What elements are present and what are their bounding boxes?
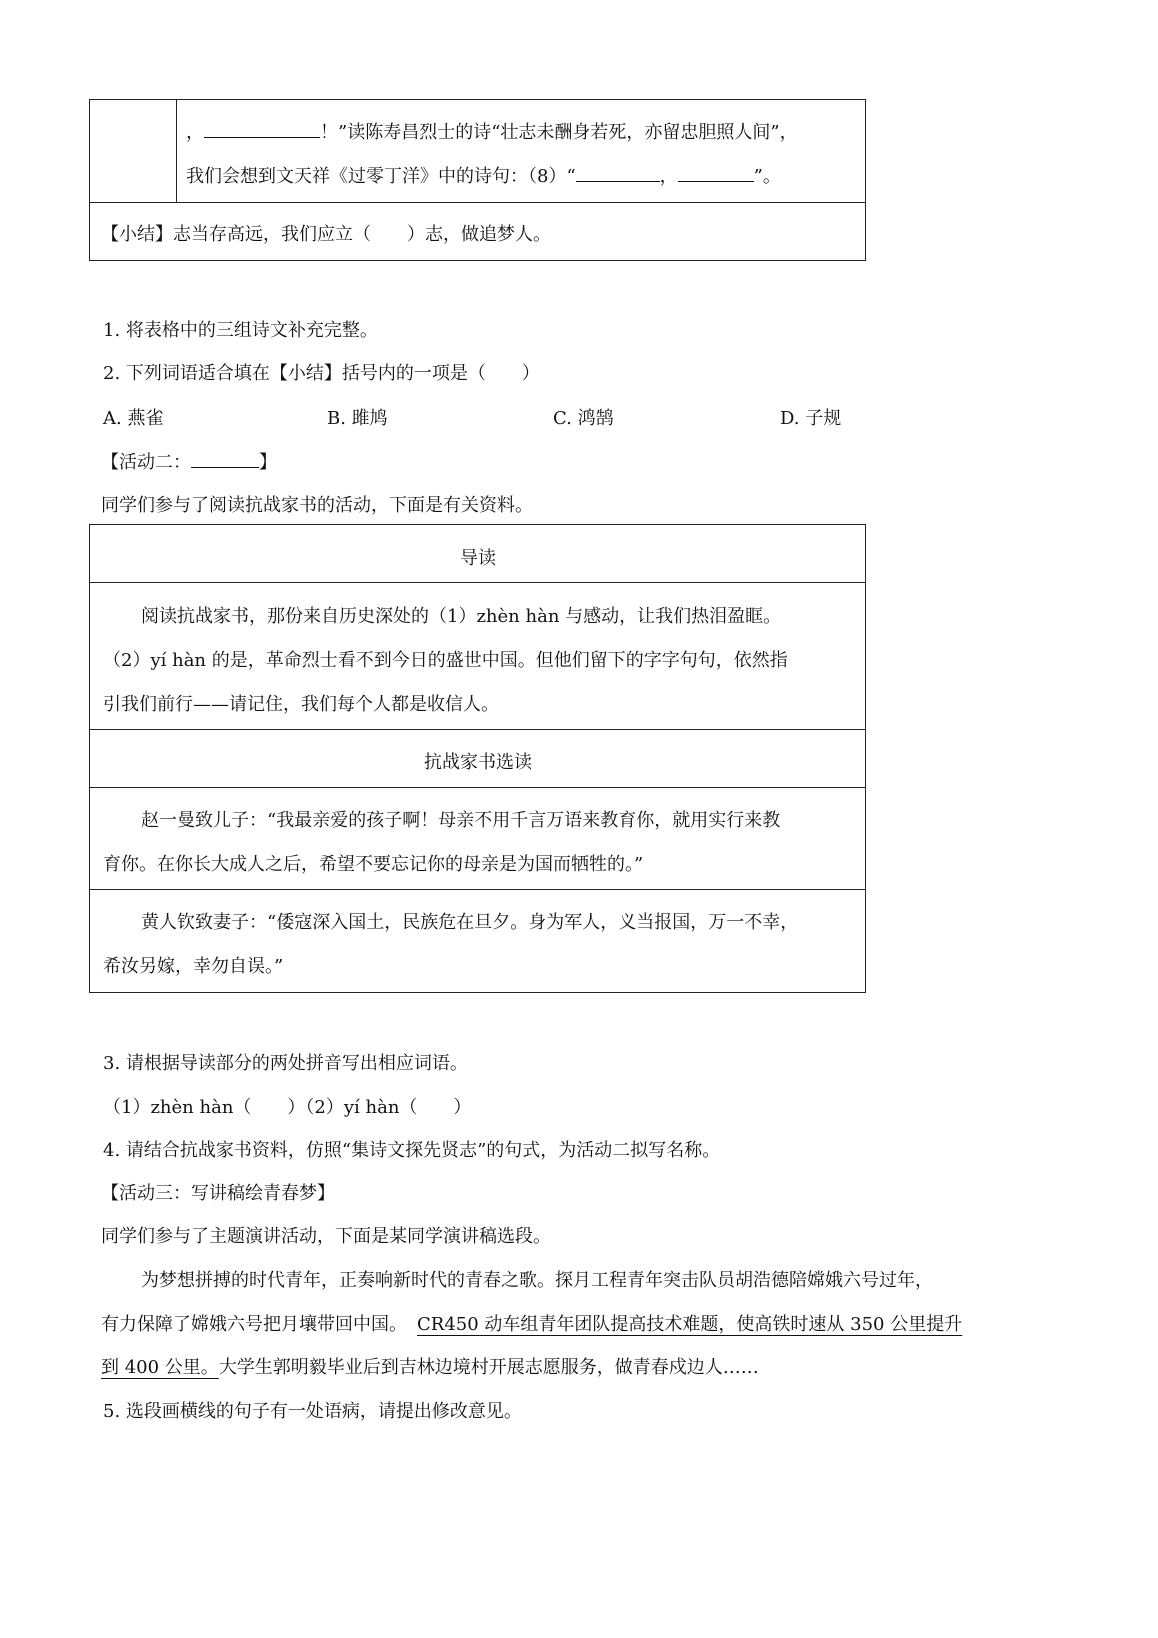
underlined-sentence-part2: 到 400 公里。 xyxy=(101,1357,219,1378)
question-2: 2. 下列词语适合填在【小结】括号内的一项是（ ） xyxy=(103,363,540,384)
poem-row-line1: ， ！”读陈寿昌烈士的诗“壮志未酬身若死，亦留忠胆照人间”， xyxy=(186,118,798,144)
letters-header: 抗战家书选读 xyxy=(424,752,532,773)
letters-table-divider-3 xyxy=(89,787,866,788)
guide-line3: 引我们前行——请记住，我们每个人都是收信人。 xyxy=(103,694,499,715)
option-b[interactable]: B. 雎鸠 xyxy=(327,408,388,429)
letter1-line2: 育你。在你长大成人之后，希望不要忘记你的母亲是为国而牺牲的。” xyxy=(103,854,644,875)
question-3: 3. 请根据导读部分的两处拼音写出相应词语。 xyxy=(103,1053,468,1074)
option-d[interactable]: D. 子规 xyxy=(780,408,842,429)
poem-row-line2: 我们会想到文天祥《过零丁洋》中的诗句：（8）“ ， ”。 xyxy=(186,162,781,188)
activity3-heading: 【活动三：写讲稿绘青春梦】 xyxy=(101,1183,335,1204)
option-c[interactable]: C. 鸿鹄 xyxy=(553,408,614,429)
letters-table-divider-1 xyxy=(89,582,866,583)
guide-line2: （2）yí hàn 的是，革命烈士看不到今日的盛世中国。但他们留下的字字句句，依然指 xyxy=(103,650,788,671)
poem-table-col-divider xyxy=(176,99,177,203)
speech-line3: 到 400 公里。大学生郭明毅毕业后到吉林边境村开展志愿服务，做青春戍边人…… xyxy=(101,1357,759,1378)
question-5: 5. 选段画横线的句子有一处语病，请提出修改意见。 xyxy=(103,1401,522,1422)
poem-blank-8a[interactable] xyxy=(576,163,660,182)
letter2-line1: 黄人钦致妻子：“倭寇深入国土，民族危在旦夕。身为军人，义当报国，万一不幸， xyxy=(141,912,799,933)
activity3-intro: 同学们参与了主题演讲活动，下面是某同学演讲稿选段。 xyxy=(101,1226,551,1247)
guide-line1: 阅读抗战家书，那份来自历史深处的（1）zhèn hàn 与感动，让我们热泪盈眶。 xyxy=(141,606,782,627)
letters-table-divider-4 xyxy=(89,889,866,890)
activity2-intro: 同学们参与了阅读抗战家书的活动，下面是有关资料。 xyxy=(101,495,533,516)
speech-line1: 为梦想拼搏的时代青年，正奏响新时代的青春之歌。探月工程青年突击队员胡浩德陪嫦娥六号过年， xyxy=(141,1270,933,1291)
guide-header: 导读 xyxy=(460,548,496,569)
question-4: 4. 请结合抗战家书资料，仿照“集诗文探先贤志”的句式，为活动二拟写名称。 xyxy=(103,1140,721,1161)
letter1-line1: 赵一曼致儿子：“我最亲爱的孩子啊！母亲不用千言万语来教育你，就用实行来教 xyxy=(141,810,781,831)
letter2-line2: 希汝另嫁，幸勿自误。” xyxy=(103,956,284,977)
poem-blank-7[interactable] xyxy=(204,119,320,138)
option-a[interactable]: A. 燕雀 xyxy=(103,408,164,429)
poem-table-row-divider xyxy=(89,202,866,203)
question-3-answer[interactable]: （1）zhèn hàn（ ）（2）yí hàn（ ） xyxy=(103,1097,472,1118)
poem-blank-8b[interactable] xyxy=(678,163,754,182)
activity2-name-blank[interactable] xyxy=(191,449,259,468)
letters-table-divider-2 xyxy=(89,729,866,730)
underlined-sentence-part1: CR450 动车组青年团队提高技术难题，使高铁时速从 350 公里提升 xyxy=(417,1314,963,1335)
speech-line2: 有力保障了嫦娥六号把月壤带回中国。 CR450 动车组青年团队提高技术难题，使高铁时速从 350 公里提升 xyxy=(101,1314,963,1335)
summary-text: 【小结】志当存高远，我们应立（ ）志，做追梦人。 xyxy=(101,224,551,245)
activity2-heading: 【活动二： 】 xyxy=(101,448,277,474)
question-1: 1. 将表格中的三组诗文补充完整。 xyxy=(103,320,378,341)
